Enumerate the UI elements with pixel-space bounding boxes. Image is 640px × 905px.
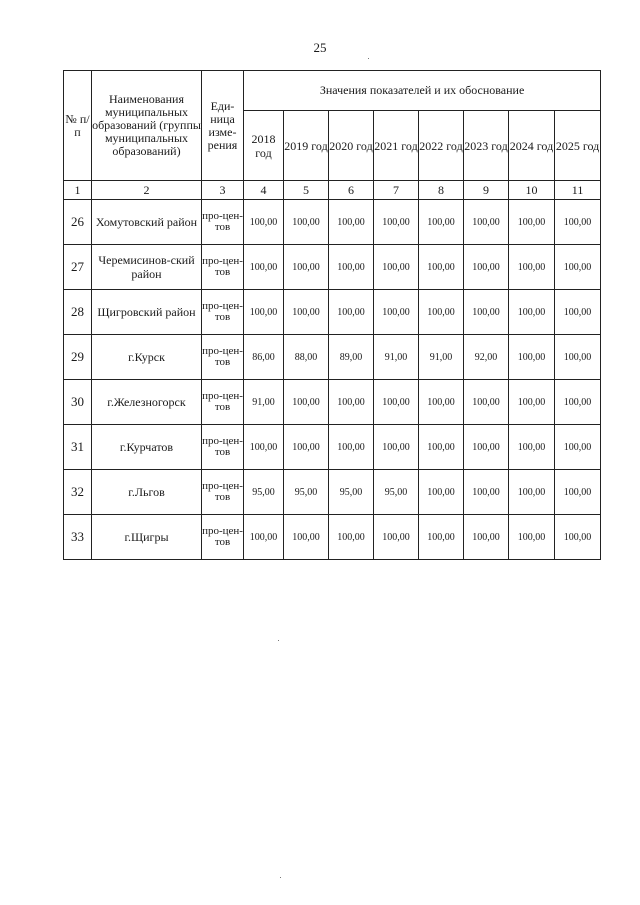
header-year: 2019 год: [284, 111, 329, 181]
column-number: 3: [202, 181, 244, 200]
value-cell: 100,00: [464, 290, 509, 335]
value-cell: 100,00: [509, 245, 555, 290]
value-cell: 100,00: [509, 335, 555, 380]
value-cell: 100,00: [374, 200, 419, 245]
value-cell: 95,00: [329, 470, 374, 515]
column-number: 10: [509, 181, 555, 200]
value-cell: 100,00: [419, 200, 464, 245]
value-cell: 100,00: [509, 470, 555, 515]
value-cell: 100,00: [464, 380, 509, 425]
value-cell: 100,00: [329, 200, 374, 245]
value-cell: 100,00: [329, 380, 374, 425]
value-cell: 100,00: [419, 290, 464, 335]
value-cell: 100,00: [374, 515, 419, 560]
value-cell: 100,00: [464, 245, 509, 290]
value-cell: 95,00: [244, 470, 284, 515]
unit-cell: про-цен-тов: [202, 335, 244, 380]
value-cell: 100,00: [419, 470, 464, 515]
value-cell: 100,00: [244, 245, 284, 290]
row-number: 29: [64, 335, 92, 380]
value-cell: 91,00: [419, 335, 464, 380]
unit-cell: про-цен-тов: [202, 425, 244, 470]
value-cell: 100,00: [374, 245, 419, 290]
value-cell: 100,00: [555, 425, 601, 470]
header-col-no: № п/п: [64, 71, 92, 181]
value-cell: 100,00: [419, 245, 464, 290]
unit-cell: про-цен-тов: [202, 290, 244, 335]
row-number: 28: [64, 290, 92, 335]
value-cell: 100,00: [329, 290, 374, 335]
table-row: [64, 515, 601, 560]
scan-speck: [278, 640, 279, 641]
table-row: [64, 470, 601, 515]
value-cell: 100,00: [555, 380, 601, 425]
column-number-row: [64, 181, 601, 200]
value-cell: 91,00: [374, 335, 419, 380]
value-cell: 100,00: [555, 245, 601, 290]
value-cell: 100,00: [374, 290, 419, 335]
column-number: 9: [464, 181, 509, 200]
header-year: 2022 год: [419, 111, 464, 181]
value-cell: 92,00: [464, 335, 509, 380]
value-cell: 100,00: [464, 425, 509, 470]
scan-speck: [368, 58, 369, 59]
value-cell: 100,00: [419, 515, 464, 560]
table-row: [64, 290, 601, 335]
value-cell: 100,00: [244, 425, 284, 470]
value-cell: 100,00: [329, 425, 374, 470]
value-cell: 100,00: [374, 425, 419, 470]
scan-speck: [280, 877, 281, 878]
municipality-name: Щигровский район: [92, 290, 202, 335]
unit-cell: про-цен-тов: [202, 380, 244, 425]
value-cell: 100,00: [419, 380, 464, 425]
value-cell: 100,00: [509, 380, 555, 425]
value-cell: 100,00: [329, 245, 374, 290]
value-cell: 100,00: [244, 200, 284, 245]
value-cell: 100,00: [555, 470, 601, 515]
unit-cell: про-цен-тов: [202, 515, 244, 560]
table-row: [64, 380, 601, 425]
value-cell: 100,00: [509, 425, 555, 470]
column-number: 8: [419, 181, 464, 200]
value-cell: 100,00: [464, 515, 509, 560]
header-year: 2023 год: [464, 111, 509, 181]
table-row: [64, 200, 601, 245]
value-cell: 100,00: [509, 200, 555, 245]
row-number: 33: [64, 515, 92, 560]
value-cell: 86,00: [244, 335, 284, 380]
value-cell: 100,00: [284, 380, 329, 425]
municipality-name: г.Курск: [92, 335, 202, 380]
row-number: 32: [64, 470, 92, 515]
column-number: 11: [555, 181, 601, 200]
page-number: 25: [313, 40, 327, 55]
value-cell: 100,00: [284, 290, 329, 335]
value-cell: 100,00: [509, 290, 555, 335]
municipality-name: г.Железногорск: [92, 380, 202, 425]
table-row: [64, 245, 601, 290]
row-number: 30: [64, 380, 92, 425]
column-number: 5: [284, 181, 329, 200]
value-cell: 89,00: [329, 335, 374, 380]
value-cell: 100,00: [374, 380, 419, 425]
value-cell: 100,00: [555, 515, 601, 560]
table-row: [64, 425, 601, 470]
municipality-name: г.Льгов: [92, 470, 202, 515]
table-row: [64, 335, 601, 380]
unit-cell: про-цен-тов: [202, 200, 244, 245]
header-year: 2020 год: [329, 111, 374, 181]
header-col-unit: Еди-ница изме-рения: [202, 71, 244, 181]
value-cell: 100,00: [284, 200, 329, 245]
value-cell: 100,00: [464, 200, 509, 245]
column-number: 4: [244, 181, 284, 200]
column-number: 1: [64, 181, 92, 200]
value-cell: 88,00: [284, 335, 329, 380]
municipality-name: Черемисинов-ский район: [92, 245, 202, 290]
header-col-values: Значения показателей и их обоснование: [244, 71, 601, 111]
value-cell: 100,00: [284, 425, 329, 470]
row-number: 31: [64, 425, 92, 470]
municipality-name: г.Курчатов: [92, 425, 202, 470]
indicator-table: [63, 70, 601, 560]
value-cell: 100,00: [464, 470, 509, 515]
municipality-name: Хомутовский район: [92, 200, 202, 245]
value-cell: 95,00: [374, 470, 419, 515]
value-cell: 100,00: [244, 290, 284, 335]
row-number: 26: [64, 200, 92, 245]
value-cell: 100,00: [284, 245, 329, 290]
unit-cell: про-цен-тов: [202, 245, 244, 290]
value-cell: 100,00: [555, 335, 601, 380]
header-year: 2018 год: [244, 111, 284, 181]
header-year: 2024 год: [509, 111, 555, 181]
value-cell: 91,00: [244, 380, 284, 425]
value-cell: 100,00: [509, 515, 555, 560]
header-year: 2025 год: [555, 111, 601, 181]
value-cell: 100,00: [555, 290, 601, 335]
value-cell: 100,00: [329, 515, 374, 560]
value-cell: 100,00: [419, 425, 464, 470]
column-number: 2: [92, 181, 202, 200]
header-year: 2021 год: [374, 111, 419, 181]
header-col-name: Наименования муниципальных образований (группы муниципальных образований): [92, 71, 202, 181]
row-number: 27: [64, 245, 92, 290]
value-cell: 95,00: [284, 470, 329, 515]
value-cell: 100,00: [284, 515, 329, 560]
municipality-name: г.Щигры: [92, 515, 202, 560]
unit-cell: про-цен-тов: [202, 470, 244, 515]
value-cell: 100,00: [555, 200, 601, 245]
column-number: 6: [329, 181, 374, 200]
value-cell: 100,00: [244, 515, 284, 560]
column-number: 7: [374, 181, 419, 200]
